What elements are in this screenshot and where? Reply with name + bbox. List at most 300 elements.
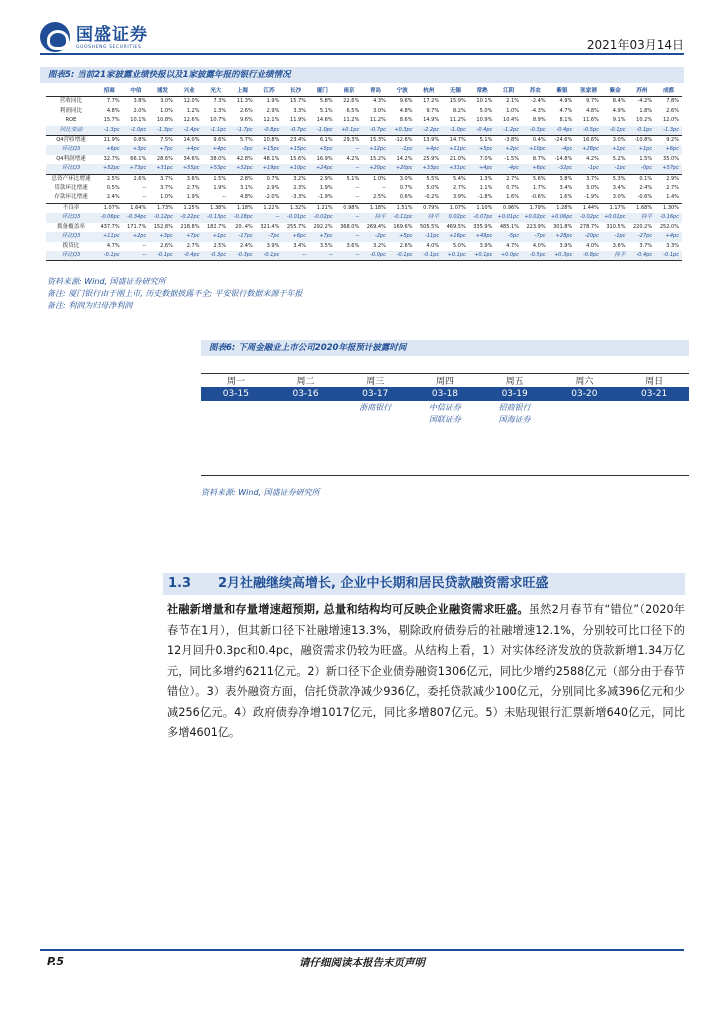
table-cell: -0.3pc: [203, 251, 230, 261]
table-cell: +0.3pc: [389, 126, 416, 136]
figure5-notes: [47, 276, 303, 312]
company-name: 中信证券: [428, 403, 461, 412]
date-cell: 03-20: [550, 387, 620, 401]
table-cell: +52pc: [96, 164, 123, 174]
table-cell: 2.5%: [96, 174, 123, 184]
row-label: 总资产环比增速: [46, 174, 96, 184]
company-logo: [40, 22, 148, 52]
bank-column-header: 光大: [203, 87, 230, 97]
day-companies: [480, 402, 550, 426]
table-cell: 32.7%: [103, 155, 120, 162]
date-cell: 03-18: [410, 387, 480, 401]
table-cell: 3.7%: [160, 185, 173, 192]
table-cell: -0.8pc: [256, 126, 283, 136]
table-cell: +28pc: [549, 232, 576, 241]
table-cell: -0.07pc: [469, 213, 496, 222]
table-cell: 469.5%: [446, 223, 466, 230]
weekday-header: 周六: [550, 374, 620, 388]
table-cell: -20pc: [575, 232, 602, 241]
table-row: [46, 126, 682, 136]
table-cell: 10.2%: [636, 117, 653, 124]
table-cell: 2.4%: [106, 194, 120, 201]
figure5-note-2: 备注: 利润为归母净利润: [47, 301, 133, 310]
table-cell: 2.8%: [229, 174, 256, 184]
table-cell: -0.4pc: [469, 126, 496, 136]
table-cell: 1.30%: [655, 203, 682, 213]
row-label: 存款环比增速: [54, 194, 88, 201]
table-cell: 437.7%: [100, 223, 120, 230]
table-cell: 23.4%: [282, 136, 309, 146]
date-cell: 03-16: [271, 387, 341, 401]
table-cell: 9.1%: [612, 117, 626, 124]
table-cell: -0.1pc: [416, 251, 443, 261]
table-cell: +0.06pc: [549, 213, 576, 222]
table-cell: -2.0%: [264, 194, 280, 201]
table-cell: 3.0%: [389, 174, 416, 184]
table-cell: +2pc: [123, 232, 150, 241]
table-cell: -0.13pc: [203, 213, 230, 222]
table-cell: 38.0%: [210, 155, 227, 162]
table-cell: 5.8%: [319, 98, 333, 105]
table-cell: -1pc: [602, 164, 629, 174]
table-cell: +5pc: [309, 145, 336, 154]
table-cell: 5.5%: [416, 174, 443, 184]
table-cell: 2.7%: [452, 185, 466, 192]
table-cell: -0.0pc: [362, 251, 389, 261]
table-cell: 持平: [629, 213, 656, 222]
table-cell: --: [336, 251, 363, 261]
table-cell: 1.21%: [309, 203, 336, 213]
bank-column-header: 兴业: [176, 87, 203, 97]
table-cell: +3pc: [149, 232, 176, 241]
bank-column-header: 江苏: [256, 87, 283, 97]
table-cell: 28.6%: [156, 155, 173, 162]
table-row: [46, 184, 682, 193]
table-cell: 1.22%: [256, 203, 283, 213]
table-cell: 0.8%: [123, 136, 150, 146]
table-cell: 0.5%: [106, 185, 120, 192]
table-cell: +15pc: [256, 145, 283, 154]
table-cell: --: [336, 232, 363, 241]
table-cell: 2.3%: [293, 185, 306, 192]
table-cell: 152.8%: [153, 223, 173, 230]
row-label: 贷款环比增速: [54, 185, 88, 192]
table-cell: 1.5%: [203, 174, 230, 184]
table-cell: 2.9%: [309, 174, 336, 184]
table-cell: -0.1pc: [602, 126, 629, 136]
table-cell: +20pc: [362, 164, 389, 174]
table-cell: 14.0%: [176, 136, 203, 146]
table-cell: 292.2%: [313, 223, 333, 230]
weekday-header: 周一: [201, 374, 271, 388]
table-cell: +0.0pc: [495, 251, 522, 261]
table-cell: 485.1%: [499, 223, 519, 230]
table-row: [46, 155, 682, 164]
page-number: P.5: [47, 955, 65, 968]
table-row: [46, 107, 682, 116]
date-cell: 03-17: [340, 387, 410, 401]
table-cell: +1pc: [203, 232, 230, 241]
table-cell: 13.9%: [416, 136, 443, 146]
footer-disclaimer: 请仔细阅读本报告末页声明: [299, 957, 425, 969]
table-cell: 1.28%: [549, 203, 576, 213]
weekday-header: 周三: [340, 374, 410, 388]
table-cell: 10.8%: [156, 117, 173, 124]
table-cell: +4pc: [176, 145, 203, 154]
company-name: 国联证券: [428, 415, 461, 424]
table-row: [46, 223, 682, 232]
table-cell: --: [336, 164, 363, 174]
table-cell: 14.9%: [423, 117, 440, 124]
table-cell: +5pc: [389, 232, 416, 241]
bank-column-header: 紫金: [602, 87, 629, 97]
table-cell: 278.7%: [579, 223, 599, 230]
row-label: 环比Q3: [46, 145, 96, 154]
table-cell: +49pc: [469, 232, 496, 241]
table-cell: --: [309, 251, 336, 261]
date-cell: 03-15: [201, 387, 271, 401]
table-cell: +4pc: [655, 232, 682, 241]
bank-performance-table: [46, 87, 682, 261]
table-cell: +32pc: [229, 164, 256, 174]
table-cell: 1.10%: [469, 203, 496, 213]
table-cell: +0.01pc: [495, 213, 522, 222]
table-cell: 1.64%: [123, 203, 150, 213]
table-cell: 7.5%: [149, 136, 176, 146]
table-cell: 1.32%: [282, 203, 309, 213]
table-cell: 20..4%: [235, 223, 253, 230]
table-cell: --: [256, 213, 283, 222]
table-cell: +0.1pc: [336, 126, 363, 136]
table-cell: 2.6%: [399, 242, 413, 249]
table-cell: -1.9%: [318, 194, 333, 201]
table-cell: -2.2pc: [416, 126, 443, 136]
row-label: 环比Q3: [46, 164, 96, 174]
logo-mark-icon: [40, 22, 70, 52]
table-cell: 66.1%: [130, 155, 147, 162]
table-cell: +4pc: [416, 145, 443, 154]
table-cell: +0.1pc: [442, 251, 469, 261]
table-cell: -0.16pc: [655, 213, 682, 222]
schedule-bottom-rule: [201, 475, 689, 476]
table-cell: 42.8%: [236, 155, 253, 162]
table-cell: 11.6%: [582, 117, 599, 124]
table-cell: +6pc: [96, 145, 123, 154]
table-cell: 1.0%: [362, 174, 389, 184]
table-row: [46, 193, 682, 203]
table-row: [46, 203, 682, 213]
table-cell: -0.11pc: [389, 213, 416, 222]
table-cell: -0.5pc: [522, 251, 549, 261]
table-cell: +2pc: [495, 145, 522, 154]
table-cell: 169.6%: [393, 223, 413, 230]
section-lead: 社融新增量和存量增速超预期, 总量和结构均可反映企业融资需求旺盛。: [167, 603, 529, 616]
table-cell: 3.2%: [373, 242, 386, 249]
table-cell: +1pc: [602, 145, 629, 154]
table-cell: --: [382, 185, 386, 192]
table-cell: -27pc: [629, 232, 656, 241]
bank-column-header: 长沙: [282, 87, 309, 97]
table-cell: +7pc: [309, 232, 336, 241]
table-cell: 255.7%: [286, 223, 306, 230]
table-cell: -1.3pc: [655, 126, 682, 136]
table-cell: 8.2%: [452, 107, 466, 114]
table-cell: -1.7pc: [229, 126, 256, 136]
company-name: 浙商银行: [359, 403, 392, 412]
table-cell: 0.1%: [629, 174, 656, 184]
table-cell: 12.0%: [663, 117, 679, 124]
table-cell: 1.3%: [213, 107, 227, 114]
table-cell: 持平: [362, 213, 389, 222]
table-cell: -0.34pc: [123, 213, 150, 222]
table-cell: 5.1%: [469, 136, 496, 146]
table-cell: -0.06pc: [96, 213, 123, 222]
table-cell: 9.6%: [399, 98, 413, 105]
table-cell: 8.9%: [532, 117, 546, 124]
table-cell: 3.9%: [479, 242, 493, 249]
table-cell: 1.5%: [639, 155, 653, 162]
table-cell: 1.0%: [506, 107, 519, 114]
table-cell: 12.0%: [183, 98, 200, 105]
bank-column-header: 南京: [336, 87, 363, 97]
table-cell: +10pc: [282, 164, 309, 174]
table-cell: 1.79%: [522, 203, 549, 213]
table-cell: 3.9%: [452, 194, 466, 201]
table-cell: -0pc: [629, 164, 656, 174]
table-cell: +11pc: [96, 232, 123, 241]
table-cell: 3.9%: [559, 242, 573, 249]
table-row: [46, 232, 682, 241]
table-cell: -0.7pc: [362, 126, 389, 136]
table-row: [46, 174, 682, 184]
table-cell: 0.79%: [416, 203, 443, 213]
table-cell: -0.5pc: [575, 126, 602, 136]
table-cell: -1.0pc: [442, 126, 469, 136]
table-cell: 3.6%: [612, 242, 626, 249]
table-cell: --: [142, 185, 147, 192]
table-cell: +6pc: [282, 232, 309, 241]
table-cell: 3.9%: [266, 242, 280, 249]
table-cell: 11.3%: [236, 98, 253, 105]
table-cell: -1.3pc: [149, 126, 176, 136]
table-cell: +1pc: [629, 145, 656, 154]
table-cell: 3.4%: [559, 185, 573, 192]
table-cell: 10.4%: [503, 117, 519, 124]
table-cell: 1.7%: [532, 185, 546, 192]
table-cell: 0.96%: [495, 203, 522, 213]
bank-column-header: 苏农: [522, 87, 549, 97]
table-cell: 1.51%: [389, 203, 416, 213]
table-cell: 16.6%: [575, 136, 602, 146]
table-cell: -4pc: [495, 164, 522, 174]
table-cell: 1.9%: [319, 185, 333, 192]
table-cell: 3.3%: [293, 107, 306, 114]
schedule-companies: [201, 402, 689, 426]
table-cell: 2.6%: [160, 242, 173, 249]
table-cell: 3.0%: [602, 136, 629, 146]
table-cell: +16pc: [442, 232, 469, 241]
logo-name: 国盛证券: [76, 24, 148, 45]
bank-column-header: 紫银: [549, 87, 576, 97]
section-paragraph: 虽然2月春节有“错位”（2020年春节在1月），但其新口径下社融增速13.3%，剔除政府债券后的社融增速12.1%，分别较可比口径下的12月回升0.3pc和0.4pc，融资需求仍较为旺盛。从结构上看，1）对实体经济发放的贷款新增1.34万亿元，同比多增约6211亿元。2）新口径下企业债券融资1306亿元，同比少增约2588亿元（部分由于春节错位）。3）表外融资方面，信托贷款净减少936亿，委托贷款减少100亿元，分别同比多减396亿元和少减256亿元。4）政府债券净增1017亿元，同比多增807亿元。5）未贴现银行汇票新增640亿元，同比多增4601亿。: [167, 603, 685, 739]
table-cell: 1.6%: [506, 194, 519, 201]
table-cell: 7.3%: [213, 98, 227, 105]
table-cell: 16.9%: [316, 155, 333, 162]
table-cell: 15.7%: [290, 98, 306, 105]
table-cell: +55pc: [176, 164, 203, 174]
bank-column-header: 杭州: [416, 87, 443, 97]
table-cell: 7.8%: [666, 98, 679, 105]
table-cell: -12.6%: [389, 136, 416, 146]
table-cell: 48.1%: [263, 155, 280, 162]
section-body: [167, 600, 685, 744]
table-cell: 3.0%: [612, 194, 626, 201]
section-title: 2月社融继续高增长, 企业中长期和居民贷款融资需求旺盛: [218, 576, 549, 591]
table-cell: 9.6%: [239, 117, 253, 124]
table-cell: 11.2%: [449, 117, 466, 124]
table-row: [46, 242, 682, 251]
weekday-row: [201, 374, 689, 388]
table-cell: 5.6%: [522, 174, 549, 184]
table-cell: --: [123, 251, 150, 261]
bank-column-header: 宁波: [389, 87, 416, 97]
table-cell: 4.0%: [426, 242, 440, 249]
footer-divider: [40, 949, 684, 951]
table-cell: 10.1%: [476, 98, 493, 105]
table-cell: 4.7%: [506, 242, 519, 249]
table-cell: 0.4%: [522, 136, 549, 146]
table-cell: -2pc: [362, 232, 389, 241]
table-cell: -1pc: [602, 232, 629, 241]
table-cell: 29.3%: [336, 136, 363, 146]
table-cell: 301.8%: [553, 223, 573, 230]
day-companies: [271, 402, 341, 426]
table-cell: +4pc: [203, 145, 230, 154]
table-cell: -32pc: [549, 164, 576, 174]
table-cell: +33pc: [416, 164, 443, 174]
table-cell: +10pc: [522, 145, 549, 154]
table-cell: 368.0%: [340, 223, 360, 230]
table-cell: 0.7%: [399, 185, 413, 192]
table-row: [46, 116, 682, 125]
company-name: 国海证券: [498, 415, 531, 424]
table-cell: 1.6%: [559, 194, 573, 201]
table-cell: --: [142, 194, 147, 201]
row-label: 环比Q3: [46, 232, 96, 241]
table-cell: -0.02pc: [309, 213, 336, 222]
company-name: 招商银行: [498, 403, 531, 412]
table-cell: -3.8%: [495, 136, 522, 146]
weekday-header: 周五: [480, 374, 550, 388]
day-companies: [340, 402, 410, 426]
table-cell: -14.8%: [554, 155, 573, 162]
table-cell: 9.7%: [586, 98, 599, 105]
table-cell: -1pc: [389, 145, 416, 154]
table-cell: 17.2%: [423, 98, 440, 105]
table-cell: 3.0%: [586, 185, 599, 192]
bank-column-header: 无锡: [442, 87, 469, 97]
table-cell: 3.3%: [666, 242, 679, 249]
report-date: 2021年03月14日: [586, 38, 684, 52]
row-label: ROE: [65, 117, 77, 124]
section-number: 1.3: [168, 576, 192, 591]
table-cell: 15.6%: [290, 155, 306, 162]
table-cell: 14.6%: [316, 117, 333, 124]
table-cell: +5pc: [469, 145, 496, 154]
table-cell: 11.2%: [343, 117, 360, 124]
table-cell: 1.1%: [479, 185, 493, 192]
table-cell: 1.17%: [602, 203, 629, 213]
table-cell: -0.6%: [531, 194, 546, 201]
table-cell: 14.2%: [396, 155, 413, 162]
table-cell: 3.5%: [319, 242, 333, 249]
table-cell: 335.9%: [473, 223, 493, 230]
table-cell: 1.18%: [229, 203, 256, 213]
figure6-source: 资料来源: Wind, 国盛证券研究所: [201, 488, 320, 497]
table-cell: 3.6%: [176, 174, 203, 184]
table-cell: 3.0%: [373, 107, 386, 114]
table-row: [46, 164, 682, 174]
table-cell: 5.0%: [452, 242, 466, 249]
bank-column-header: 浦发: [149, 87, 176, 97]
table-cell: 3.4%: [612, 185, 626, 192]
table-cell: -0.3pc: [229, 251, 256, 261]
table-cell: 4.0%: [532, 242, 546, 249]
table-cell: -7pc: [256, 232, 283, 241]
table-cell: 2.6%: [239, 107, 253, 114]
table-cell: 2.0%: [133, 107, 147, 114]
table-header-row: [46, 87, 682, 97]
table-cell: -1.5%: [504, 155, 519, 162]
row-label: 同比变动: [46, 126, 96, 136]
table-cell: 22.6%: [343, 98, 360, 105]
table-cell: -1.9%: [584, 194, 599, 201]
table-cell: 2.1%: [506, 98, 519, 105]
table-cell: 2.6%: [123, 174, 150, 184]
table-cell: -0.1pc: [389, 251, 416, 261]
table-cell: 9.2%: [655, 136, 682, 146]
table-cell: 15.7%: [103, 117, 120, 124]
table-cell: 4.8%: [106, 107, 120, 114]
table-cell: -0.4pc: [549, 126, 576, 136]
table-cell: 1.9%: [266, 98, 280, 105]
table-cell: 0.98%: [336, 203, 363, 213]
table-cell: 持平: [416, 213, 443, 222]
table-cell: --: [142, 242, 147, 249]
table-cell: -0.7pc: [282, 126, 309, 136]
table-cell: 12.6%: [183, 117, 200, 124]
table-cell: -17pc: [229, 232, 256, 241]
table-cell: 4.7%: [559, 107, 573, 114]
table-cell: 1.8%: [639, 107, 653, 114]
bank-column-header: 苏州: [629, 87, 656, 97]
table-cell: +12pc: [362, 145, 389, 154]
table-cell: 4.2%: [586, 155, 599, 162]
table-cell: 15.3%: [362, 136, 389, 146]
bank-column-header: 成都: [655, 87, 682, 97]
table-cell: 7.0%: [479, 155, 493, 162]
bank-column-header: 江阴: [495, 87, 522, 97]
table-cell: +6pc: [522, 164, 549, 174]
table-cell: 5.3%: [602, 174, 629, 184]
table-cell: --: [355, 194, 360, 201]
bank-column-header: 招商: [96, 87, 123, 97]
table-cell: 321.4%: [260, 223, 280, 230]
table-cell: -1.4pc: [176, 126, 203, 136]
table-cell: 1.18%: [362, 203, 389, 213]
table-cell: -24.6%: [549, 136, 576, 146]
table-cell: 1.0%: [160, 194, 173, 201]
